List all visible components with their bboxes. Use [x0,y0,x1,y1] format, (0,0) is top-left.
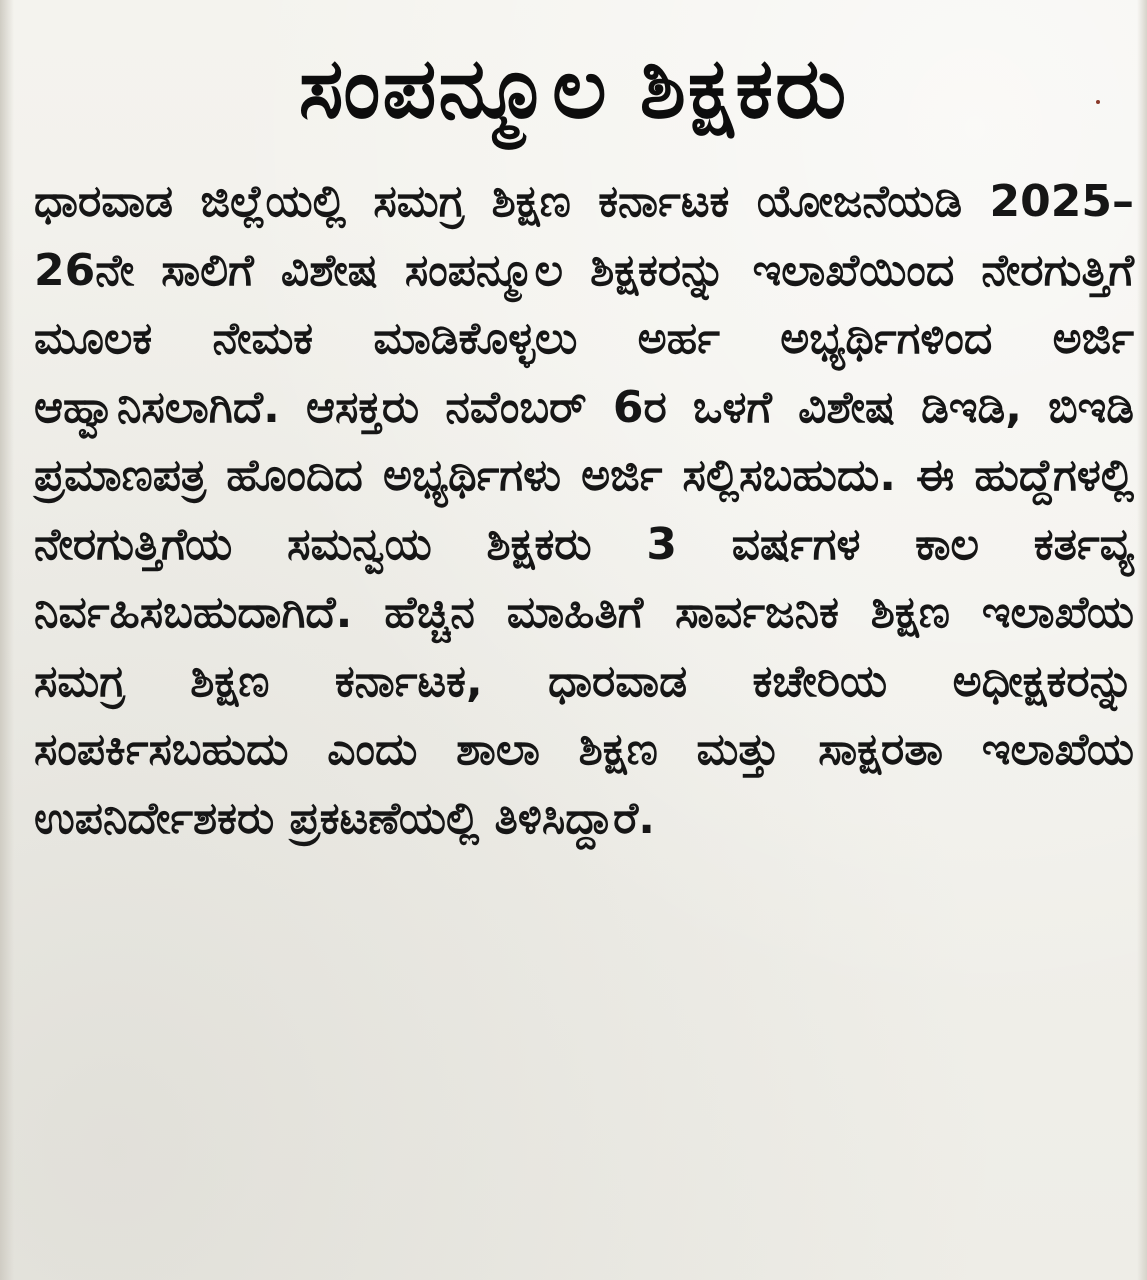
headline: ಸಂಪನ್ಮೂಲ ಶಿಕ್ಷಕರು [298,39,849,137]
article-body: ಧಾರವಾಡ ಜಿಲ್ಲೆಯಲ್ಲಿ ಸಮಗ್ರ ಶಿಕ್ಷಣ ಕರ್ನಾಟಕ ಯೋಜನೆಯಡಿ 2025–26ನೇ ಸಾಲಿಗೆ ವಿಶೇಷ ಸಂಪನ್ಮೂಲ ಶಿಕ್ಷಕರನ್ನು ಇಲಾಖೆಯಿಂದ ನೇರಗುತ್ತಿಗೆ ಮೂಲಕ ನೇಮಕ ಮಾಡಿಕೊಳ್ಳಲು ಅರ್ಹ ಅಭ್ಯರ್ಥಿಗಳಿಂದ ಅರ್ಜಿ ಆಹ್ವಾನಿಸಲಾಗಿದೆ. ಆಸಕ್ತರು ನವೆಂಬರ್ 6ರ ಒಳಗೆ ವಿಶೇಷ ಡಿಇಡಿ, ಬಿಇಡಿ ಪ್ರಮಾಣಪತ್ರ ಹೊಂದಿದ ಅಭ್ಯರ್ಥಿಗಳು ಅರ್ಜಿ ಸಲ್ಲಿಸಬಹುದು. ಈ ಹುದ್ದೆಗಳಲ್ಲಿ ನೇರಗುತ್ತಿಗೆಯ ಸಮನ್ವಯ ಶಿಕ್ಷಕರು 3 ವರ್ಷಗಳ ಕಾಲ ಕರ್ತವ್ಯ ನಿರ್ವಹಿಸಬಹುದಾಗಿದೆ. ಹೆಚ್ಚಿನ ಮಾಹಿತಿಗೆ ಸಾರ್ವಜನಿಕ ಶಿಕ್ಷಣ ಇಲಾಖೆಯ ಸಮಗ್ರ ಶಿಕ್ಷಣ ಕರ್ನಾಟಕ, ಧಾರವಾಡ ಕಚೇರಿಯ ಅಧೀಕ್ಷಕರನ್ನು ಸಂಪರ್ಕಿಸಬಹುದು ಎಂದು ಶಾಲಾ ಶಿಕ್ಷಣ ಮತ್ತು ಸಾಕ್ಷರತಾ ಇಲಾಖೆಯ ಉಪನಿರ್ದೇಶಕರು ಪ್ರಕಟಣೆಯಲ್ಲಿ ತಿಳಿಸಿದ್ದಾರೆ. [34,176,1134,844]
paper-edge-shadow-right [1137,0,1147,1280]
paper-edge-shadow-left [0,0,14,1280]
